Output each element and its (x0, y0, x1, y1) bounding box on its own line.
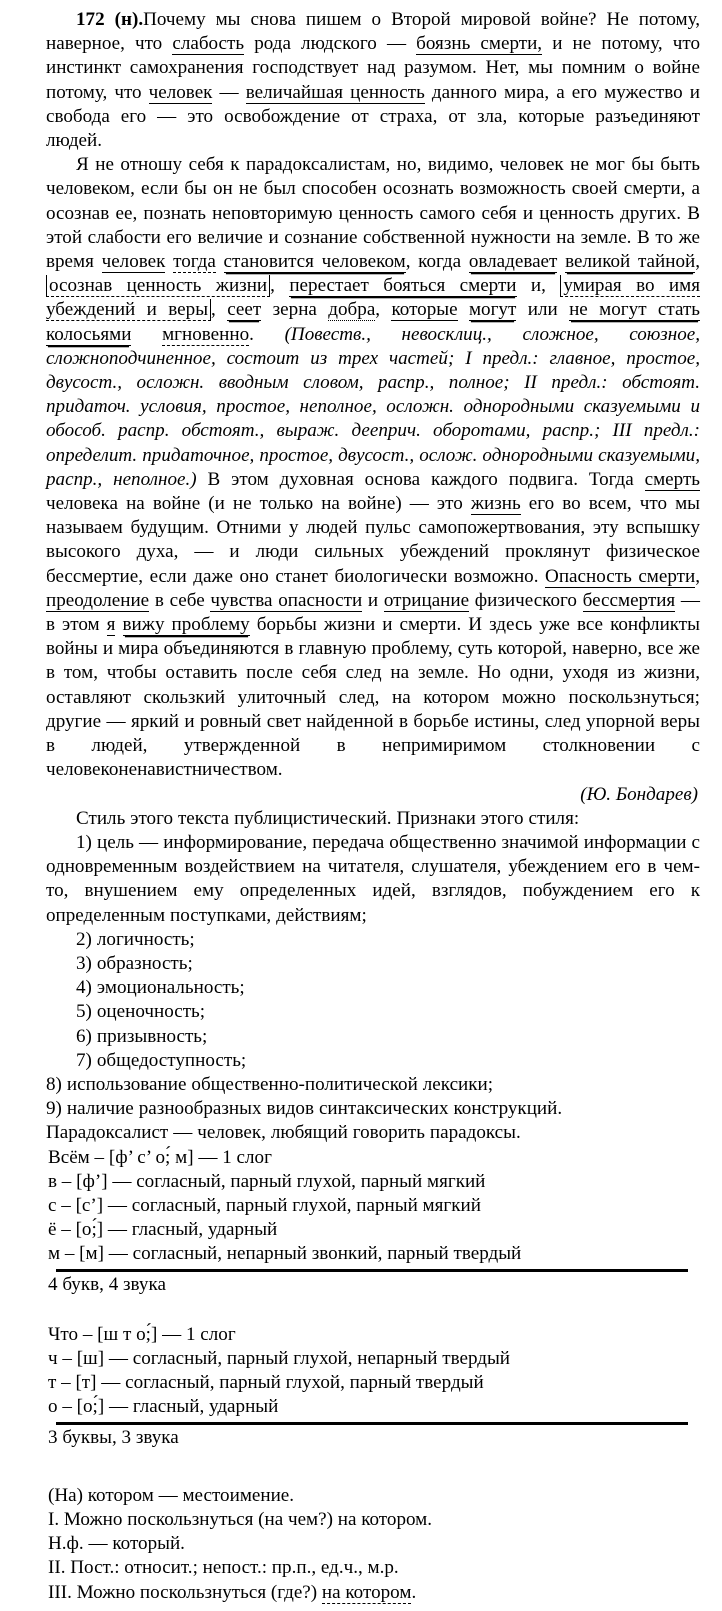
feature-item: 2) логичность; (76, 928, 195, 950)
feature-item: 4) эмоциональность; (76, 977, 245, 999)
para2-s11: В этом духовная основа каждого подвига. Тогда (196, 468, 645, 490)
phonetic-divider-2 (56, 1422, 688, 1425)
exercise-number: 172 (н). (76, 9, 144, 30)
underline-velikoy-taynoy: великой тайной (565, 251, 696, 273)
phonetic-header: Что – [ш т о;́] — 1 слог (48, 1323, 236, 1345)
underline-na-kotorom: на котором (321, 1581, 412, 1603)
syntactic-analysis-note: (Повеств., невосклиц., сложное, союзное, сложноподчиненное, состоит из трех частей; I предл.: главное, простое, двусост., осложн. вводным словом, распр., полное; II предл.: обстоят. придаточ. условия, простое, неполное, осложн. однородными сказуемыми и обособ. распр. обстоят., выраж. дееприч. оборотами, распр.; III предл.: определит. придаточное, простое, двусост., ослож. однородными сказуемыми, распр., неполное.) (46, 323, 700, 490)
para2-s13: его во всем, что мы называем будущим. Отними у людей пульс самопожертвования, эту вспышку высокого духа, — и люди сильных убеждений проклянут физическое бессмертие, если даже оно станет биологически возможно. (46, 493, 700, 587)
feature-item: 5) оценочность; (76, 1001, 206, 1023)
morph-base-form: Н.ф. — который. (48, 1533, 185, 1555)
spacer (46, 1297, 700, 1323)
para1-mid1: рода людского — (244, 33, 417, 55)
phonetic-row: о – [о;́] — гласный, ударный (48, 1396, 279, 1418)
phonetic-row: м – [м] — согласный, непарный звонкий, парный твердый (48, 1243, 522, 1265)
para1-lead: Почему мы снова пишем о Второй мировой войне? Не потому, наверное, что (46, 9, 700, 55)
underline-velichayshaya-cennost: величайшая ценность (245, 81, 425, 103)
style-intro: Стиль этого текста публицистический. Признаки этого стиля: (76, 807, 580, 829)
para1-mid2: и не потому, что инстинкт самохранения господствует над разумом. Нет, мы помним о войне потому, что (46, 33, 700, 103)
para2-s5: и, (516, 275, 561, 297)
underline-otricanie: отрицание (383, 589, 470, 611)
underline-perestaet-boyatsya-smerti: перестает бояться смерти (289, 275, 517, 297)
underline-mgnovenno: мгновенно (162, 323, 250, 345)
morphological-analysis (46, 1484, 700, 1605)
feature-item: 7) общедоступность; (76, 1049, 247, 1071)
morph-point-3 (46, 1581, 700, 1605)
phonetic-row: в – [ф’] — согласный, парный глухой, парный мягкий (48, 1170, 486, 1192)
feature-item: 8) использование общественно-политической лексики; (46, 1073, 494, 1095)
para2-s16: и (362, 589, 384, 611)
morph-point-2: II. Пост.: относит.; непост.: пр.п., ед.ч., м.р. (48, 1557, 399, 1579)
para2-s3: , (695, 251, 701, 273)
underline-chuvstva-opasnosti: чувства опасности (210, 589, 363, 611)
phonetic-row: ч – [ш] — согласный, парный глухой, непарный твердый (48, 1347, 511, 1369)
exercise-paragraph-1 (46, 8, 700, 153)
para2-s10: . (249, 323, 285, 345)
para1-tail: данного мира, а его мужество и свобода его — это освобождение от страха, от зла, которые разъединяют людей. (46, 81, 700, 152)
underline-osoznav-cennost-zhizni: осознав ценность жизни (46, 275, 270, 297)
phonetic-row: с – [с’] — согласный, парный глухой, парный мягкий (48, 1194, 481, 1216)
feature-item: 6) призывность; (76, 1025, 208, 1047)
underline-togda: тогда (173, 251, 216, 273)
para1-mid3: — (212, 81, 246, 103)
phonetic-divider-1 (56, 1269, 688, 1272)
underline-bessmertiya: бессмертия (582, 589, 676, 611)
underline-zhizn: жизнь (470, 493, 521, 515)
paradoxalist-definition: Парадоксалист — человек, любящий говорить парадоксы. (46, 1122, 521, 1144)
para2-s1: Я не отношу себя к парадоксалистам, но, видимо, человек не мог бы быть человеком, если бы он не был способен осознать возможность своей смерти, а осознав ее, познать неповторимую ценность самого себя и ценность других. В этой слабости его величие и сознание собственной нужности на земле. В то же время (46, 154, 700, 273)
para2-s2: , когда (405, 251, 469, 273)
underline-boyazn-smerti: боязнь смерти, (416, 33, 543, 55)
phonetic-count: 3 буквы, 3 звука (48, 1426, 179, 1448)
underline-dobra: добра (328, 299, 376, 321)
para2-s6: , (211, 299, 228, 321)
phonetic-analysis-vsem (46, 1146, 700, 1267)
underline-umiraya-vo-imya: умирая во имя убеждений и веры (46, 275, 701, 321)
phonetic-row: т – [т] — согласный, парный глухой, парный твердый (48, 1372, 484, 1394)
para2-s8: , (375, 299, 392, 321)
author-byline: (Ю. Бондарев) (580, 783, 698, 805)
underline-smert: смерть (644, 468, 701, 490)
underline-kotorye: которые (391, 299, 458, 321)
underline-ovladevaet: овладевает (468, 251, 558, 273)
feature-item: 9) наличие разнообразных видов синтаксических конструкций. (46, 1098, 563, 1120)
para2-s18: — в этом (46, 589, 700, 636)
underline-mogut: могут (468, 299, 517, 321)
phonetic-row: ё – [о;́] — гласный, ударный (48, 1219, 278, 1241)
underline-preodolenie: преодоление (46, 589, 150, 611)
underline-ya: я (106, 614, 116, 636)
morph-point-3-text: III. Можно поскользнуться (где?) (48, 1581, 322, 1603)
para2-s12: человека на войне (и не только на войне) — это (46, 493, 471, 515)
phonetic-analysis-chto (46, 1323, 700, 1420)
feature-item: 3) образность; (76, 952, 193, 974)
underline-opasnost-smerti: Опасность смерти (545, 565, 696, 587)
para2-s14: , (695, 565, 700, 587)
para2-s4: , (270, 275, 290, 297)
underline-slabost: слабость (172, 33, 245, 55)
morph-point-3-period: . (411, 1581, 417, 1603)
phonetic-count: 4 букв, 4 звука (48, 1273, 166, 1295)
phonetic-header: Всём – [ф’ с’ о;́ м] — 1 слог (48, 1146, 272, 1168)
underline-ne-mogut-stat-kolosyami: не могут стать колосьями (46, 299, 701, 345)
morph-point-1: I. Можно поскользнуться (на чем?) на котором. (48, 1508, 433, 1530)
para2-s19: борьбы жизни и смерти. И здесь уже все конфликты войны и мира объединяются в главную проблему, суть которой, наверно, все же в том, чтобы оставить после себя след на земле. Но одни, уходя из жизни, оставляют скользкий улиточный след, на котором можно поскользнуться; другие — яркий и ровный свет найденной в борьбе истины, след упорной веры в людей, утвержденной в непримиримом столкновении с человеконенавистничеством. (46, 614, 700, 781)
para2-s9: или (516, 299, 570, 321)
feature-item: 1) цель — информирование, передача общественно значимой информации с одновременным воздействием на читателя, слушателя, убеждением его в чем-то, внушением ему определенных идей, взглядов, побуждением его к определенным поступками, действиям; (46, 831, 700, 926)
underline-stanovitsya-chelovekom: становится человеком (223, 251, 406, 273)
underline-vizhu-problemu: вижу проблему (122, 614, 250, 636)
para2-s7: зерна (261, 299, 329, 321)
underline-seet: сеет (227, 299, 262, 321)
exercise-paragraph-2 (46, 153, 700, 782)
para2-s15: в себе (149, 589, 211, 611)
morph-title: (На) котором — местоимение. (48, 1484, 295, 1506)
para2-s17: физического (469, 589, 583, 611)
spacer (46, 1450, 700, 1484)
underline-chelovek: человек (148, 81, 213, 103)
underline-chelovek-2: человек (101, 251, 166, 273)
